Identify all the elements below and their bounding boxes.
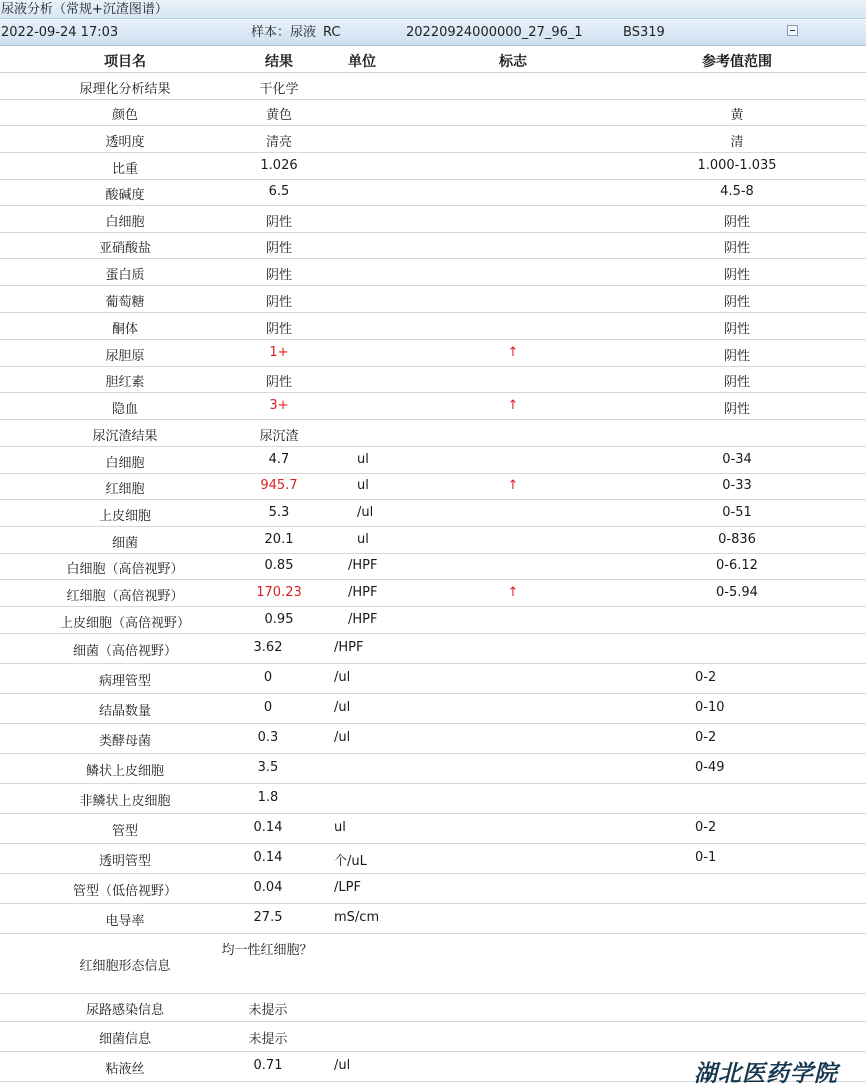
row-item-name: 蛋白质: [105, 268, 145, 283]
row-item-name: 电导率: [105, 914, 145, 929]
row-result: 5.3: [268, 505, 290, 520]
row-reference-range: 阴性: [723, 295, 751, 310]
row-unit: mS/cm: [334, 910, 380, 925]
row-result: 阴性: [265, 295, 293, 310]
col-flag-header: 标志: [499, 54, 527, 70]
table-row: [0, 1022, 866, 1052]
row-reference-range: 1.000-1.035: [697, 158, 777, 173]
row-result: 1.8: [257, 790, 279, 805]
row-reference-range: 0-33: [722, 478, 752, 493]
table-row: [0, 474, 866, 500]
row-result: 0: [263, 700, 273, 715]
row-item-name: 管型: [111, 824, 139, 839]
row-reference-range: 0-2: [695, 730, 717, 745]
row-result: 0.04: [253, 880, 283, 895]
row-result: 20.1: [264, 532, 294, 547]
row-result: 945.7: [260, 478, 298, 493]
row-result: 清亮: [265, 135, 293, 150]
row-reference-range: 阴性: [723, 215, 751, 230]
table-row: [0, 874, 866, 904]
row-result: 阴性: [265, 241, 293, 256]
row-item-name: 酸碱度: [105, 188, 145, 203]
row-result: 27.5: [253, 910, 283, 925]
row-result: 阴性: [265, 375, 293, 390]
row-reference-range: 阴性: [723, 375, 751, 390]
table-row: [0, 664, 866, 694]
row-unit: ul: [357, 452, 369, 467]
row-unit: /ul: [334, 1058, 351, 1073]
row-result: 0.14: [253, 850, 283, 865]
table-row: [0, 126, 866, 153]
row-reference-range: 0-10: [695, 700, 725, 715]
sample-specimen: 样本：尿液: [251, 25, 317, 40]
table-row: [0, 904, 866, 934]
table-row: [0, 634, 866, 664]
row-result: 阴性: [265, 322, 293, 337]
watermark-logo: 湖北医药学院: [694, 1060, 838, 1087]
table-row: [0, 554, 866, 580]
sample-code: RC: [323, 25, 341, 40]
table-row: [0, 100, 866, 126]
row-item-name: 隐血: [111, 402, 139, 417]
row-unit: ul: [357, 478, 369, 493]
table-row: [0, 814, 866, 844]
row-unit: ul: [334, 820, 346, 835]
row-result: 干化学: [259, 82, 299, 97]
row-reference-range: 0-2: [695, 820, 717, 835]
row-reference-range: 0-49: [695, 760, 725, 775]
table-row: [0, 934, 866, 994]
row-result: 未提示: [248, 1032, 288, 1047]
row-reference-range: 0-1: [695, 850, 717, 865]
row-item-name: 白细胞: [105, 456, 145, 471]
table-row: [0, 754, 866, 784]
row-reference-range: 阴性: [723, 349, 751, 364]
row-result: 阴性: [265, 215, 293, 230]
table-row: [0, 367, 866, 393]
row-item-name: 细菌信息: [98, 1032, 152, 1047]
row-reference-range: 0-51: [722, 505, 752, 520]
row-item-name: 酮体: [111, 322, 139, 337]
row-result: 0.95: [264, 612, 294, 627]
row-result: 0.71: [253, 1058, 283, 1073]
table-header: [0, 46, 866, 73]
row-item-name: 结晶数量: [98, 704, 152, 719]
row-item-name: 尿理化分析结果: [79, 82, 171, 97]
row-unit: /ul: [334, 670, 351, 685]
row-reference-range: 阴性: [723, 268, 751, 283]
table-row: [0, 153, 866, 180]
row-item-name: 类酵母菌: [98, 734, 152, 749]
row-result: 6.5: [268, 184, 290, 199]
row-item-name: 葡萄糖: [105, 295, 145, 310]
table-row: [0, 393, 866, 420]
row-result: 尿沉渣: [259, 429, 299, 444]
row-unit: /HPF: [348, 558, 378, 573]
row-item-name: 尿沉渣结果: [92, 429, 158, 444]
row-flag-arrow: ↑: [507, 585, 519, 600]
row-reference-range: 0-5.94: [716, 585, 758, 600]
row-result: 阴性: [265, 268, 293, 283]
row-reference-range: 0-2: [695, 670, 717, 685]
row-item-name: 白细胞: [105, 215, 145, 230]
row-result: 3.62: [253, 640, 283, 655]
row-item-name: 鳞状上皮细胞: [85, 764, 165, 779]
row-item-name: 胆红素: [105, 375, 145, 390]
row-unit: /ul: [334, 700, 351, 715]
row-unit: /LPF: [334, 880, 361, 895]
row-unit: /HPF: [348, 585, 378, 600]
table-row: [0, 844, 866, 874]
collapse-icon[interactable]: [787, 25, 798, 36]
table-row: [0, 233, 866, 259]
row-item-name: 粘液丝: [105, 1062, 145, 1077]
row-unit: ul: [357, 532, 369, 547]
row-result: 均一性红细胞？: [221, 943, 313, 958]
table-row: [0, 180, 866, 206]
table-row: [0, 724, 866, 754]
row-flag-arrow: ↑: [507, 345, 519, 360]
row-item-name: 非鳞状上皮细胞: [79, 794, 171, 809]
sample-barcode: 20220924000000_27_96_1: [406, 25, 583, 40]
row-unit: /ul: [334, 730, 351, 745]
row-result: 未提示: [248, 1003, 288, 1018]
table-row: [0, 313, 866, 340]
row-reference-range: 4.5-8: [720, 184, 754, 199]
row-flag-arrow: ↑: [507, 398, 519, 413]
row-item-name: 病理管型: [98, 674, 152, 689]
table-row: [0, 694, 866, 724]
table-row: [0, 784, 866, 814]
row-item-name: 亚硝酸盐: [98, 241, 152, 256]
col-result-header: 结果: [265, 54, 293, 70]
row-item-name: 尿胆原: [105, 349, 145, 364]
row-reference-range: 0-34: [722, 452, 752, 467]
table-row: [0, 607, 866, 634]
row-result: 170.23: [256, 585, 302, 600]
row-unit: 个/uL: [334, 854, 367, 869]
row-item-name: 管型（低倍视野）: [72, 884, 178, 899]
sample-datetime: 2022-09-24 17:03: [1, 25, 119, 40]
table-row: [0, 500, 866, 527]
table-row: [0, 994, 866, 1022]
row-unit: /ul: [357, 505, 374, 520]
row-reference-range: 0-836: [718, 532, 756, 547]
row-result: 0: [263, 670, 273, 685]
row-reference-range: 0-6.12: [716, 558, 758, 573]
row-flag-arrow: ↑: [507, 478, 519, 493]
col-item-header: 项目名: [104, 54, 146, 70]
table-row: [0, 286, 866, 313]
table-row: [0, 420, 866, 447]
row-item-name: 白细胞（高倍视野）: [66, 562, 184, 577]
row-reference-range: 阴性: [723, 241, 751, 256]
table-row: [0, 447, 866, 474]
table-row: [0, 527, 866, 554]
row-reference-range: 阴性: [723, 322, 751, 337]
row-result: 黄色: [265, 108, 293, 123]
row-item-name: 红细胞: [105, 482, 145, 497]
row-unit: /HPF: [334, 640, 364, 655]
row-result: 1+: [269, 345, 289, 360]
row-result: 3.5: [257, 760, 279, 775]
row-result: 4.7: [268, 452, 290, 467]
col-unit-header: 单位: [348, 54, 376, 70]
row-item-name: 颜色: [111, 108, 139, 123]
table-row: [0, 206, 866, 233]
table-row: [0, 580, 866, 607]
row-result: 1.026: [260, 158, 298, 173]
row-item-name: 细菌: [111, 536, 139, 551]
sample-instrument: BS319: [623, 25, 665, 40]
row-result: 0.14: [253, 820, 283, 835]
sample-info-bar: [0, 20, 866, 46]
table-row: [0, 73, 866, 100]
row-item-name: 尿路感染信息: [85, 1003, 165, 1018]
table-row: [0, 259, 866, 286]
row-result: 0.3: [257, 730, 279, 745]
panel-title: 尿液分析（常规+沉渣图谱）: [0, 0, 866, 19]
row-result: 0.85: [264, 558, 294, 573]
row-item-name: 红细胞（高倍视野）: [66, 589, 184, 604]
row-item-name: 透明度: [105, 135, 145, 150]
row-reference-range: 清: [730, 135, 744, 150]
row-item-name: 红细胞形态信息: [79, 959, 171, 974]
row-reference-range: 阴性: [723, 402, 751, 417]
row-item-name: 比重: [111, 162, 139, 177]
row-item-name: 上皮细胞: [98, 509, 152, 524]
col-range-header: 参考值范围: [702, 54, 772, 70]
row-item-name: 透明管型: [98, 854, 152, 869]
row-result: 3+: [269, 398, 289, 413]
table-row: [0, 340, 866, 367]
row-item-name: 细菌（高倍视野）: [72, 644, 178, 659]
row-reference-range: 黄: [730, 108, 744, 123]
row-unit: /HPF: [348, 612, 378, 627]
row-item-name: 上皮细胞（高倍视野）: [59, 616, 191, 631]
